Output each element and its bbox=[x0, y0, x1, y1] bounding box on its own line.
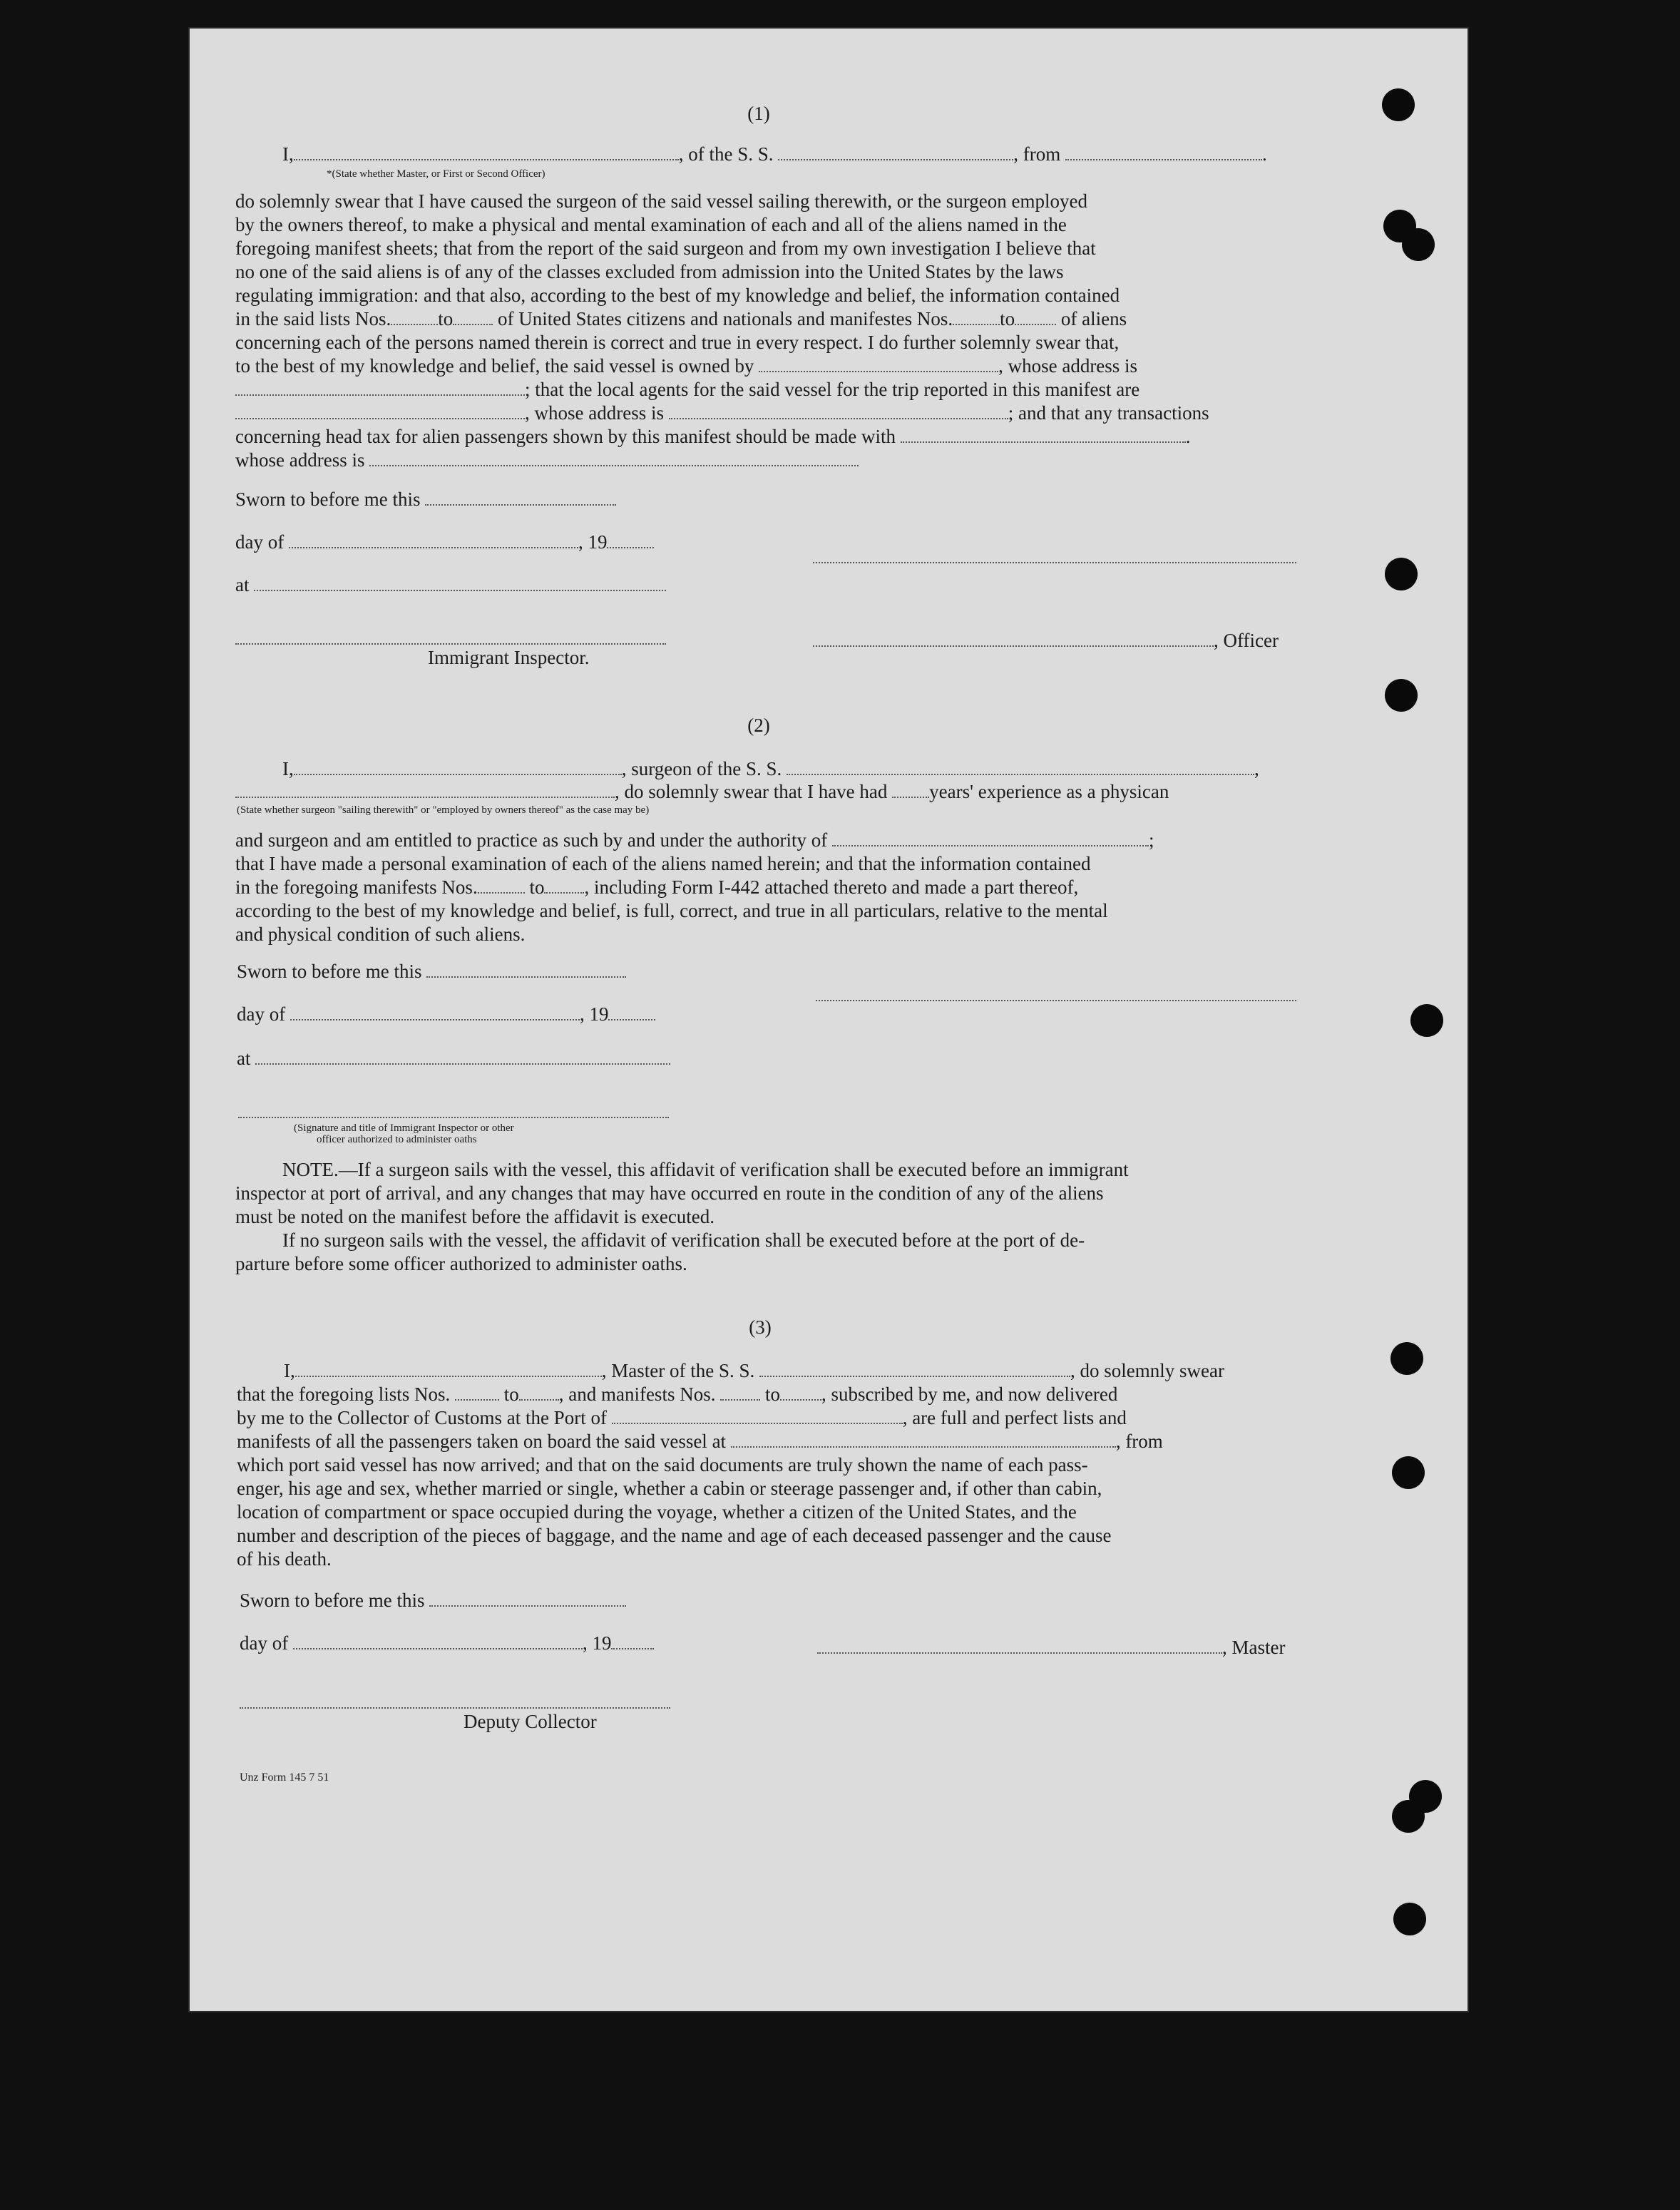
s3-day-of: day of , 19 bbox=[240, 1632, 654, 1655]
s1-line-5: no one of the said aliens is of any of the classes excluded from admission into the United States by the laws bbox=[235, 261, 1064, 282]
s1-line-10: ; that the local agents for the said vessel for the trip reported in this manifest are bbox=[235, 378, 1294, 401]
s1-line-3: by the owners thereof, to make a physical and mental examination of each and all of the aliens named in the bbox=[235, 214, 1067, 235]
punch-hole bbox=[1402, 228, 1435, 261]
s1-line-9: to the best of my knowledge and belief, the said vessel is owned by , whose address is bbox=[235, 355, 1138, 377]
s1-line-4: foregoing manifest sheets; that from the report of the said surgeon and from my own investigation I believe that bbox=[235, 237, 1096, 259]
s1-line-11: , whose address is ; and that any transactions bbox=[235, 401, 1294, 425]
s3-line-5: which port said vessel has now arrived; and that on the said documents are truly shown the name of each pass- bbox=[237, 1454, 1088, 1475]
s1-officer: , Officer bbox=[813, 629, 1279, 653]
s2-line-5: in the foregoing manifests Nos. to , including Form I-442 attached thereto and made a part thereof, bbox=[235, 876, 1079, 898]
s1-line-8: concerning each of the persons named therein is correct and true in every respect. I do further solemnly swear that, bbox=[235, 332, 1120, 353]
s3-deputy-label: Deputy Collector bbox=[463, 1711, 597, 1732]
section-3-number: (3) bbox=[749, 1316, 772, 1338]
s2-note-2: inspector at port of arrival, and any changes that may have occurred en route in the condition of any of the aliens bbox=[235, 1182, 1104, 1204]
s2-line-6: according to the best of my knowledge and belief, is full, correct, and true in all particulars, relative to the mental bbox=[235, 900, 1108, 921]
form-identifier: Unz Form 145 7 51 bbox=[240, 1771, 329, 1784]
punch-hole bbox=[1385, 679, 1418, 712]
s2-note-4: If no surgeon sails with the vessel, the affidavit of verification shall be executed before at the port of de- bbox=[282, 1229, 1085, 1251]
s2-at: at bbox=[237, 1047, 670, 1070]
s3-collector-line bbox=[240, 1707, 670, 1709]
s2-signature-caption-1: (Signature and title of Immigrant Inspector or other bbox=[294, 1122, 514, 1134]
punch-hole bbox=[1392, 1456, 1425, 1489]
s1-inspector-line bbox=[235, 643, 666, 645]
section-1-number: (1) bbox=[747, 103, 770, 124]
punch-hole bbox=[1393, 1903, 1426, 1935]
s1-line-7: in the said lists Nos. to of United States citizens and nationals and manifestes Nos. to of aliens bbox=[235, 308, 1127, 329]
punch-hole bbox=[1385, 558, 1418, 590]
s1-day-of: day of , 19 bbox=[235, 531, 654, 554]
s1-inspector-label: Immigrant Inspector. bbox=[428, 647, 590, 668]
section-2-number: (2) bbox=[747, 715, 770, 736]
s1-line-12: concerning head tax for alien passengers shown by this manifest should be made with . bbox=[235, 426, 1191, 447]
s3-line-7: location of compartment or space occupied during the voyage, whether a citizen of the United States, and the bbox=[237, 1501, 1077, 1523]
punch-hole bbox=[1382, 88, 1415, 121]
form-page bbox=[190, 29, 1468, 2011]
s1-oath-paragraph bbox=[235, 190, 1294, 472]
s2-line-4: that I have made a personal examination of each of the aliens named herein; and that the information contained bbox=[235, 853, 1091, 874]
s2-inspector-line bbox=[238, 1117, 669, 1118]
s2-signature-caption-2: officer authorized to administer oaths bbox=[317, 1134, 477, 1145]
s3-master: , Master bbox=[817, 1636, 1285, 1659]
s2-line-3: and surgeon and am entitled to practice as such by and under the authority of ; bbox=[235, 829, 1154, 851]
s3-line-8: number and description of the pieces of baggage, and the name and age of each deceased passenger and the cause bbox=[237, 1525, 1112, 1546]
s2-note-5: parture before some officer authorized to administer oaths. bbox=[235, 1253, 687, 1274]
punch-hole bbox=[1410, 1004, 1443, 1037]
s2-signature-line bbox=[816, 1000, 1296, 1001]
s3-line-4: manifests of all the passengers taken on board the said vessel at , from bbox=[237, 1431, 1163, 1452]
s3-oath-paragraph bbox=[237, 1359, 1296, 1571]
s1-line-2: do solemnly swear that I have caused the surgeon of the said vessel sailing therewith, or the surgeon employed bbox=[235, 190, 1087, 212]
s2-note-3: must be noted on the manifest before the affidavit is executed. bbox=[235, 1206, 715, 1227]
s1-line-13: whose address is bbox=[235, 449, 1294, 472]
s3-line-9: of his death. bbox=[237, 1548, 332, 1570]
punch-hole bbox=[1392, 1800, 1425, 1833]
punch-hole bbox=[1390, 1342, 1423, 1375]
s2-note-paragraph bbox=[235, 1158, 1294, 1276]
s2-day-of: day of , 19 bbox=[237, 1003, 655, 1026]
s2-sworn: Sworn to before me this bbox=[237, 960, 626, 983]
s3-line-2: that the foregoing lists Nos. to , and manifests Nos. to , subscribed by me, and now delivered bbox=[237, 1383, 1118, 1405]
s3-sworn: Sworn to before me this bbox=[240, 1589, 626, 1612]
s1-sworn: Sworn to before me this bbox=[235, 488, 616, 511]
s3-line-1: I, , Master of the S. S. , do solemnly swear bbox=[284, 1360, 1224, 1381]
s2-note-1: NOTE.—If a surgeon sails with the vessel, this affidavit of verification shall be executed before an immigrant bbox=[282, 1159, 1129, 1180]
s2-oath-paragraph bbox=[235, 829, 1294, 946]
s1-officer-note: *(State whether Master, or First or Second Officer) bbox=[327, 168, 546, 180]
s3-line-6: enger, his age and sex, whether married or single, whether a cabin or steerage passenger and, if other than cabin, bbox=[237, 1478, 1102, 1499]
s1-at: at bbox=[235, 573, 666, 597]
s2-line-1: I, , surgeon of the S. S. , bbox=[282, 758, 1259, 779]
s1-line-6: regulating immigration: and that also, according to the best of my knowledge and belief, the information contained bbox=[235, 285, 1120, 306]
s2-surgeon-note: (State whether surgeon "sailing therewith" or "employed by owners thereof" as the case may be) bbox=[237, 804, 650, 816]
s2-line-7: and physical condition of such aliens. bbox=[235, 924, 526, 945]
s1-line-1: I, , of the S. S. , from . bbox=[282, 143, 1267, 165]
s1-signature-line bbox=[813, 562, 1296, 563]
s3-line-3: by me to the Collector of Customs at the Port of , are full and perfect lists and bbox=[237, 1407, 1127, 1428]
s2-line-2: , do solemnly swear that I have had years' experience as a physican bbox=[235, 780, 1169, 804]
